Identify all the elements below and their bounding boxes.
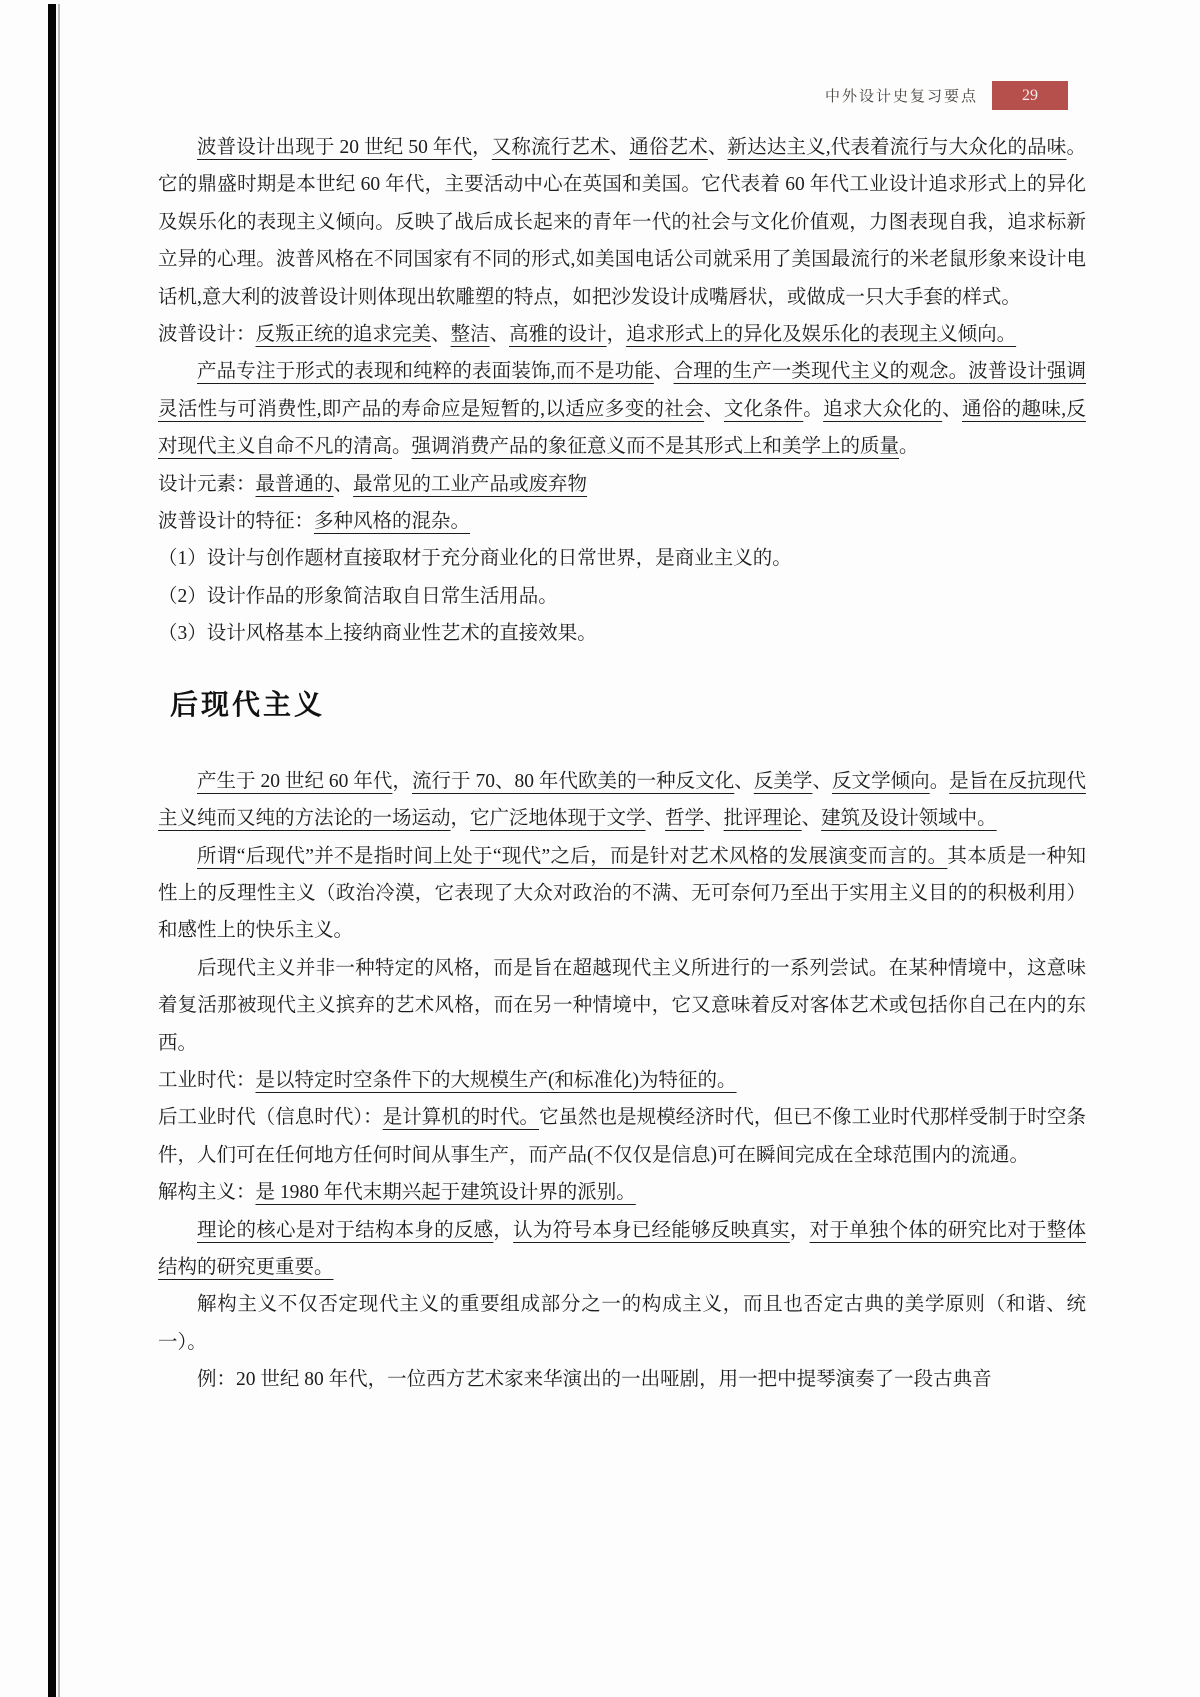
underlined-text-run: 最普通的 — [255, 473, 334, 495]
underlined-text-run: 它广泛地体现于文学 — [470, 808, 646, 830]
text-run: 设计元素： — [158, 473, 256, 495]
text-run: ， — [789, 1219, 810, 1241]
paragraph — [158, 316, 1086, 353]
text-run: （2）设计作品的形象简洁取自日常生活用品。 — [158, 585, 558, 607]
underlined-text-run: 最常见的工业产品或废弃物 — [353, 473, 588, 495]
underlined-text-run: 文化条件 — [723, 398, 804, 420]
paragraph — [158, 353, 1086, 465]
paragraph — [158, 129, 1086, 316]
text-run: 例：20 世纪 80 年代，一位西方艺术家来华演出的一出哑剧，用一把中提琴演奏了一段古典音 — [197, 1369, 992, 1391]
underlined-text-run: 又称流行艺术 — [491, 137, 610, 158]
page-number-badge: 29 — [992, 81, 1068, 110]
underlined-text-run: 反美学 — [753, 770, 813, 792]
paragraph — [158, 1099, 1086, 1174]
text-run: 、 — [734, 770, 754, 792]
underlined-text-run: 产生于 20 世纪 60 年代 — [197, 770, 393, 792]
underlined-text-run: 所谓“后现代”并不是指时间上处于“现代”之后，而是针对艺术风格的发展演变而言的。 — [197, 845, 948, 867]
paragraph — [158, 950, 1086, 1062]
paragraph — [158, 578, 1086, 615]
text-run: （1）设计与创作题材直接取材于充分商业化的日常世界，是商业主义的。 — [158, 548, 792, 570]
underlined-text-run: 是以特定时空条件下的大规模生产(和标准化)为特征的。 — [255, 1069, 737, 1091]
underlined-text-run: 反文学倾向 — [832, 770, 930, 792]
text-run: 解构主义不仅否定现代主义的重要组成部分之一的构成主义，而且也否定古典的美学原则（和谐、统一）。 — [158, 1294, 1086, 1353]
paragraph — [158, 503, 1086, 540]
paragraph — [158, 1212, 1086, 1287]
paragraph — [158, 1174, 1086, 1211]
text-run: ， — [606, 324, 627, 346]
text-run: 。它的鼎盛时期是本世纪 60 年代，主要活动中心在英国和美国。它代表着 60 年代工业设计追求形式上的异化及娱乐化的表现主义倾向。反映了战后成长起来的青年一代的社会与文化价值观，力图表现自我，追求标新立异的心理。波普风格在不同国家有不同的形式,如美国电话公司就采用了美国最流行的米老鼠形象来设计电话机,意大利的波普设计则体现出软雕塑的特点，如把沙发设计成嘴唇状，或做成一只大手套的样式。 — [158, 137, 1086, 308]
underlined-text-run: 整洁 — [450, 324, 490, 346]
text-run: 、 — [653, 361, 674, 383]
underlined-text-run: 认为符号本身已经能够反映真实 — [513, 1219, 790, 1241]
underlined-text-run: 建筑及设计领域中。 — [821, 808, 997, 830]
text-run: 其本质是一种知性上的反理性主义（政治冷漠，它表现了大众对政治的不满、无可奈何乃至出于实用主义目的的积极利用）和感性上的快乐主义。 — [158, 845, 1086, 942]
underlined-text-run: 强调消费产品的象征意义而不是其形式上和美学上的质量 — [411, 436, 900, 458]
paragraph — [158, 540, 1086, 577]
underlined-text-run: 哲学 — [665, 808, 705, 830]
paragraph — [158, 763, 1086, 838]
binding-bar — [48, 4, 56, 1697]
text-run: 后工业时代（信息时代）： — [158, 1107, 383, 1129]
underlined-text-run: 产品专注于形式的表现和纯粹的表面装饰,而不是功能 — [197, 361, 654, 383]
paragraph — [158, 1361, 1086, 1398]
underlined-text-run: 对于单独个体的研究比对于整体结构的研究更重要。 — [158, 1219, 1086, 1278]
underlined-text-run: 流行于 70、80 年代欧美的一种反文化 — [411, 770, 735, 792]
underlined-text-run: 反叛正统的追求完美 — [255, 324, 432, 346]
text-run: ， — [392, 770, 412, 792]
section-heading: 后现代主义 — [170, 689, 326, 721]
underlined-text-run: 批评理论 — [723, 808, 802, 830]
underlined-text-run: 是 1980 年代末期兴起于建筑设计界的派别。 — [255, 1182, 636, 1204]
paragraph — [158, 466, 1086, 503]
text-run: 、 — [942, 398, 963, 420]
text-run: 它虽然也是规模经济时代，但已不像工业时代那样受制于时空条件，人们可在任何地方任何时间从事生产，而产品(不仅仅是信息)可在瞬间完成在全球范围内的流通。 — [158, 1107, 1086, 1166]
underlined-text-run: 是旨在反抗现代主义纯而又纯的方法论的一场运动 — [158, 770, 1086, 830]
text-run: 、 — [609, 137, 630, 158]
underlined-text-run: 合理的生产一类现代主义的观念。 — [673, 361, 969, 383]
text-run: 。 — [929, 770, 950, 792]
underlined-text-run: 多种风格的混杂。 — [314, 511, 471, 533]
text-run: 波普设计的特征： — [158, 511, 315, 533]
paragraph — [158, 1062, 1086, 1099]
text-run: 。 — [392, 436, 412, 458]
underlined-text-run: 是计算机的时代。 — [382, 1107, 539, 1129]
running-head-title: 中外设计史复习要点 — [824, 89, 978, 105]
text-run: 后现代主义并非一种特定的风格，而是旨在超越现代主义所进行的一系列尝试。在某种情境中，这意味着复活那被现代主义摈弃的艺术风格，而在另一种情境中，它又意味着反对客体艺术或包括你自己在内的东西。 — [158, 957, 1086, 1054]
binding-line — [58, 4, 60, 1697]
text-run: 、 — [489, 324, 510, 346]
underlined-text-run: 追求形式上的异化及娱乐化的表现主义倾向。 — [626, 324, 1017, 346]
underlined-text-run: 追求大众化的 — [823, 398, 943, 420]
document-body — [158, 129, 1086, 1399]
text-run: 、 — [707, 137, 728, 158]
text-run: ， — [493, 1219, 514, 1241]
text-run: ， — [472, 137, 492, 158]
paragraph — [158, 1286, 1086, 1361]
text-run: ， — [450, 808, 471, 830]
text-run: 。 — [803, 398, 824, 420]
text-run: 工业时代： — [158, 1069, 256, 1091]
underlined-text-run: 高雅的设计 — [509, 324, 607, 346]
text-run: 、 — [431, 324, 451, 346]
text-run: 波普设计： — [158, 324, 256, 346]
underlined-text-run: 通俗的趣味,反对现代主义自命不凡的清高 — [158, 398, 1086, 458]
text-run: 、 — [333, 473, 354, 495]
text-run: 、 — [801, 808, 822, 830]
underlined-text-run: 理论的核心是对于结构本身的反感 — [197, 1219, 494, 1241]
page-header — [158, 81, 1068, 110]
text-run: 、 — [704, 808, 724, 830]
underlined-text-run: 波普设计强调灵活性与可消费性,即产品的寿命应是短暂的,以适应多变的社会 — [158, 361, 1086, 420]
paragraph — [158, 615, 1086, 652]
text-run: 。 — [899, 436, 919, 458]
text-run: 、 — [704, 398, 724, 420]
text-run: 、 — [812, 770, 832, 792]
text-run: 解构主义： — [158, 1182, 256, 1204]
paragraph — [158, 838, 1086, 950]
underlined-text-run: 通俗艺术 — [629, 137, 708, 158]
text-run: （3）设计风格基本上接纳商业性艺术的直接效果。 — [158, 623, 597, 645]
text-run: 、 — [645, 808, 666, 830]
underlined-text-run: 波普设计出现于 20 世纪 50 年代 — [197, 137, 473, 158]
underlined-text-run: 新达达主义,代表着流行与大众化的品味 — [727, 137, 1067, 158]
